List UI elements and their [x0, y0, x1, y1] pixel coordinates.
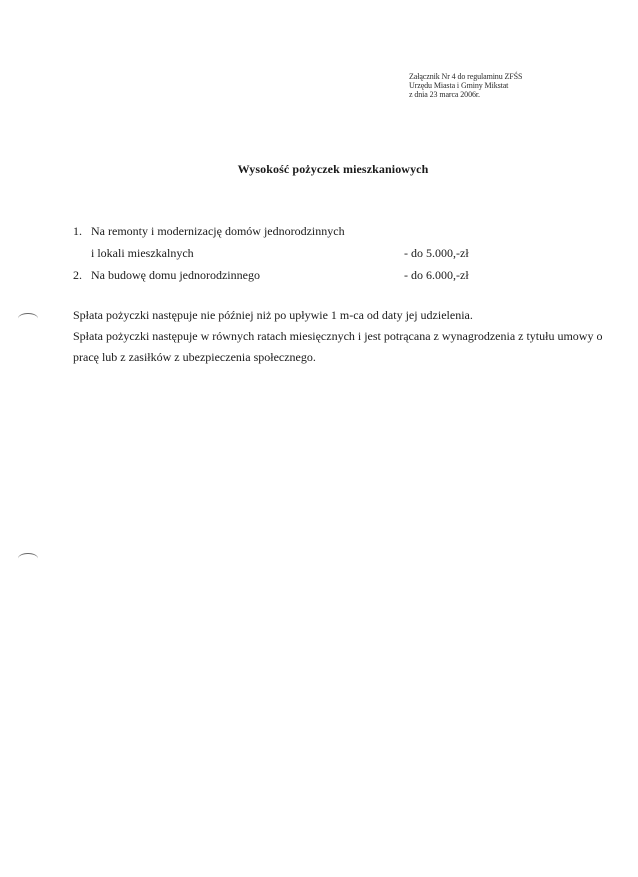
loan-item-1-continuation: [73, 244, 493, 266]
loan-item-amount: - do 5.000,-zł: [404, 246, 469, 260]
attachment-note-line-1: Załącznik Nr 4 do regulaminu ZFŚS: [409, 72, 523, 81]
loan-item-1: [73, 222, 493, 244]
loan-item-amount: - do 6.000,-zł: [404, 268, 469, 282]
loan-list: [73, 222, 493, 288]
attachment-note: [409, 72, 522, 99]
loan-item-description-continued: i lokali mieszkalnych: [91, 246, 194, 260]
document-title: Wysokość pożyczek mieszkaniowych: [237, 162, 429, 176]
loan-item-number: 2.: [73, 268, 82, 282]
loan-item-2: [73, 266, 493, 288]
repayment-start-paragraph: Spłata pożyczki następuje nie później niż po upływie 1 m-ca od daty jej udzielenia.: [73, 308, 473, 322]
loan-item-description: Na remonty i modernizację domów jednorodzinnych: [91, 224, 345, 238]
loan-item-description: Na budowę domu jednorodzinnego: [91, 268, 260, 282]
punch-hole-mark: [18, 313, 38, 324]
punch-hole-mark: [18, 553, 38, 564]
loan-item-number: 1.: [73, 224, 82, 238]
repayment-method-paragraph: Spłata pożyczki następuje w równych ratach miesięcznych i jest potrącana z wynagrodzenia z tytułu umowy o pracę lub z zasiłków z ubezpieczenia społecznego.: [73, 329, 603, 364]
attachment-note-line-3: z dnia 23 marca 2006r.: [409, 90, 480, 99]
attachment-note-line-2: Urzędu Miasta i Gminy Mikstat: [409, 81, 509, 90]
